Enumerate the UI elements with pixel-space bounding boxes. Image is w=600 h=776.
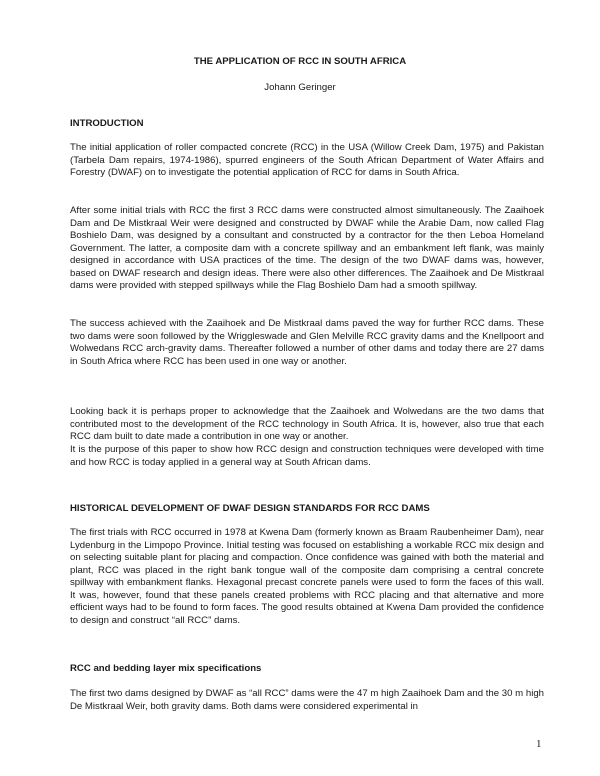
section-heading-rcc-mix-specifications: RCC and bedding layer mix specifications bbox=[70, 663, 262, 674]
author-name: Johann Geringer bbox=[264, 82, 336, 93]
paragraph: It is the purpose of this paper to show how RCC design and construction techniques were developed with time and how RCC is today applied in a general way at South African dams. bbox=[70, 444, 544, 468]
paragraph: The first trials with RCC occurred in 1978 at Kwena Dam (formerly known as Braam Raubenheimer Dam), near Lydenburg in the Limpopo Province. Initial testing was focused on establishing a workable RCC mix design and on selecting suitable plant for placing and compaction. Once confidence was gained with both the material and plant, RCC was placed in the right bank tongue wall of the composite dam comprising a central concrete spillway with embankment flanks. Hexagonal precast concrete panels were used to form the faces of this wall. It was, however, found that these panels created problems with RCC placing and that alternative and more efficient ways had to be found to form faces. The good results obtained at Kwena Dam provided the confidence to design and construct “all RCC” dams. bbox=[70, 527, 544, 626]
document-title: THE APPLICATION OF RCC IN SOUTH AFRICA bbox=[193, 56, 407, 67]
page-number: 1 bbox=[536, 738, 542, 750]
paragraph: Looking back it is perhaps proper to acknowledge that the Zaaihoek and Wolwedans are the two dams that contributed most to the development of the RCC technology in South Africa. It is, however, also true that each RCC dam built to date made a contribution in one way or another. bbox=[70, 406, 544, 442]
section-heading-introduction: INTRODUCTION bbox=[70, 118, 144, 129]
paragraph: The initial application of roller compacted concrete (RCC) in the USA (Willow Creek Dam, 1975) and Pakistan (Tarbela Dam repairs, 1974-1986), spurred engineers of the South African Department of Water Affairs and Forestry (DWAF) on to investigate the potential application of RCC for dams in South Africa. bbox=[70, 142, 544, 178]
paragraph: The success achieved with the Zaaihoek and De Mistkraal dams paved the way for further RCC dams. These two dams were soon followed by the Wriggleswade and Glen Melville RCC gravity dams and the Knellpoort and Wolwedans RCC arch-gravity dams. Thereafter followed a number of other dams and today there are 27 dams in South Africa where RCC has been used in one way or another. bbox=[70, 318, 544, 367]
paragraph: After some initial trials with RCC the first 3 RCC dams were constructed almost simultaneously. The Zaaihoek Dam and De Mistkraal Weir were designed and constructed by DWAF while the Arabie Dam, now called Flag Boshielo Dam, was designed by a consultant and constructed by a contractor for the then Leboa Homeland Government. The latter, a composite dam with a concrete spillway and an embankment left flank, was mainly designed in accordance with USA practices of the time. The design of the two DWAF dams was, however, based on DWAF research and design ideas. There were also other differences. The Zaaihoek and De Mistkraal dams were provided with stepped spillways while the Flag Boshielo Dam had a smooth spillway. bbox=[70, 205, 544, 291]
paragraph: The first two dams designed by DWAF as “all RCC” dams were the 47 m high Zaaihoek Dam and the 30 m high De Mistkraal Weir, both gravity dams. Both dams were considered experimental in bbox=[70, 688, 544, 712]
section-heading-historical-development: HISTORICAL DEVELOPMENT OF DWAF DESIGN STANDARDS FOR RCC DAMS bbox=[70, 503, 430, 514]
